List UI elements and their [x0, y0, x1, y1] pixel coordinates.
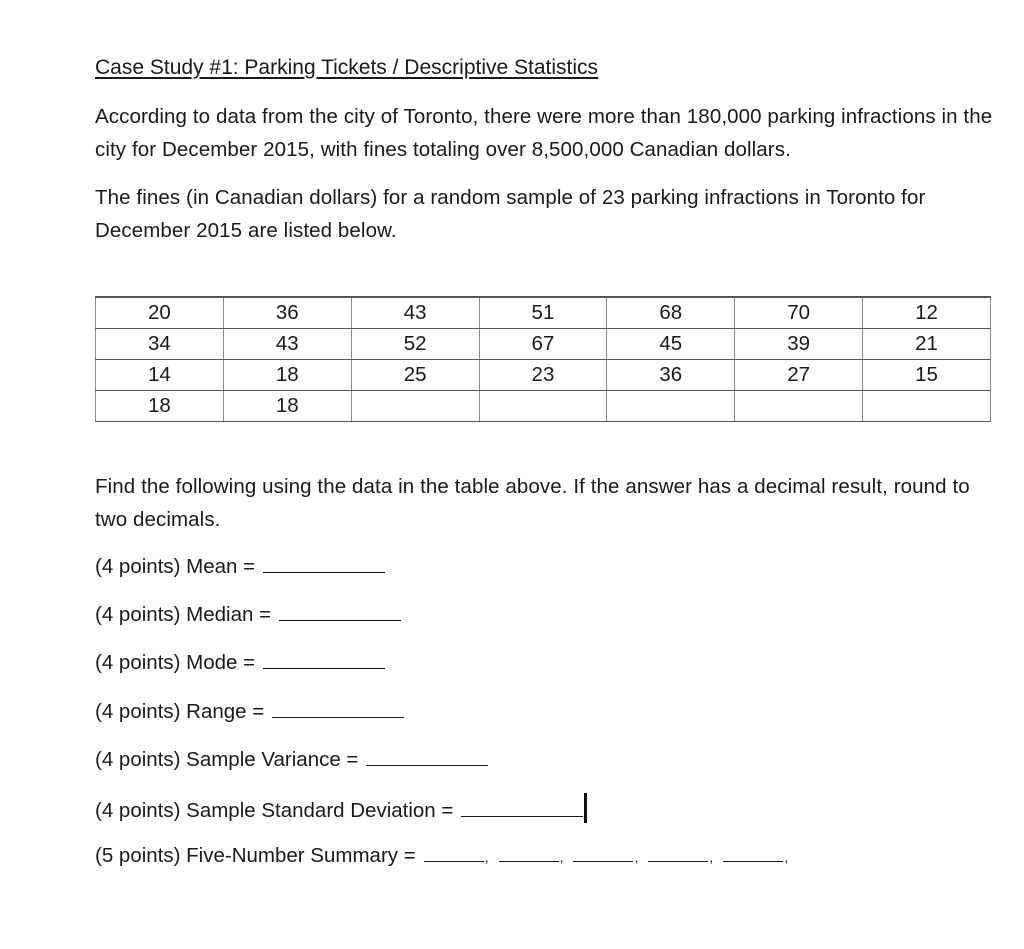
std-dev-label: (4 points) Sample Standard Deviation =: [95, 799, 454, 822]
intro-paragraph: According to data from the city of Toronto, there were more than 180,000 parking infractions in the city for December 2015, with fines totaling over 8,500,000 Canadian dollars.: [95, 105, 993, 161]
five-number-blank[interactable]: [573, 841, 633, 862]
table-cell: 21: [863, 329, 991, 360]
comma-separator: ,: [484, 849, 489, 865]
five-number-blank[interactable]: [424, 841, 484, 862]
table-row: [96, 391, 991, 422]
five-number-blank[interactable]: [723, 841, 783, 862]
median-answer-blank[interactable]: [279, 600, 401, 621]
table-cell: 34: [96, 329, 224, 360]
table-cell: 67: [479, 329, 607, 360]
table-cell: 36: [607, 360, 735, 391]
comma-separator: ,: [559, 849, 564, 865]
table-cell: 39: [735, 329, 863, 360]
median-question: [95, 600, 401, 630]
range-label: (4 points) Range =: [95, 700, 265, 723]
table-cell: [479, 391, 607, 422]
variance-label: (4 points) Sample Variance =: [95, 748, 359, 771]
table-cell: 15: [863, 360, 991, 391]
comma-separator: ,: [634, 849, 639, 865]
five-number-label: (5 points) Five-Number Summary =: [95, 844, 416, 867]
table-cell: [735, 391, 863, 422]
table-cell: 25: [351, 360, 479, 391]
sample-paragraph: The fines (in Canadian dollars) for a random sample of 23 parking infractions in Toronto for December 2015 are listed below.: [95, 186, 926, 242]
table-cell: 36: [223, 297, 351, 329]
table-cell: 43: [223, 329, 351, 360]
table-cell: 43: [351, 297, 479, 329]
table-cell: [607, 391, 735, 422]
table-cell: [863, 391, 991, 422]
case-study-title: Case Study #1: Parking Tickets / Descriptive Statistics: [95, 56, 599, 79]
table-cell: 23: [479, 360, 607, 391]
table-row: [96, 329, 991, 360]
table-cell: [351, 391, 479, 422]
text-cursor: [584, 793, 587, 823]
range-answer-blank[interactable]: [272, 697, 404, 718]
mode-answer-blank[interactable]: [263, 648, 385, 669]
mean-question: [95, 552, 385, 582]
median-label: (4 points) Median =: [95, 603, 272, 626]
mode-label: (4 points) Mode =: [95, 651, 256, 674]
table-row: [96, 297, 991, 329]
table-cell: 45: [607, 329, 735, 360]
table-cell: 18: [96, 391, 224, 422]
fines-table: [95, 296, 991, 422]
table-cell: 70: [735, 297, 863, 329]
mean-answer-blank[interactable]: [263, 552, 385, 573]
table-row: [96, 360, 991, 391]
table-cell: 18: [223, 360, 351, 391]
table-cell: 68: [607, 297, 735, 329]
document-page: [95, 52, 995, 867]
table-cell: 18: [223, 391, 351, 422]
table-cell: 12: [863, 297, 991, 329]
table-cell: 27: [735, 360, 863, 391]
std-dev-question: [95, 793, 587, 826]
variance-question: [95, 745, 488, 775]
variance-answer-blank[interactable]: [366, 745, 488, 766]
table-cell: 52: [351, 329, 479, 360]
std-dev-answer-blank[interactable]: [461, 796, 583, 817]
comma-separator: ,: [709, 849, 714, 865]
instructions-paragraph: Find the following using the data in the table above. If the answer has a decimal result, round to two decimals.: [95, 475, 970, 531]
five-number-question: [95, 841, 788, 872]
table-cell: 14: [96, 360, 224, 391]
range-question: [95, 697, 404, 727]
five-number-blank[interactable]: [499, 841, 559, 862]
table-cell: 51: [479, 297, 607, 329]
comma-separator: ,: [784, 849, 789, 865]
mean-label: (4 points) Mean =: [95, 555, 256, 578]
mode-question: [95, 648, 385, 678]
table-cell: 20: [96, 297, 224, 329]
five-number-blank[interactable]: [648, 841, 708, 862]
